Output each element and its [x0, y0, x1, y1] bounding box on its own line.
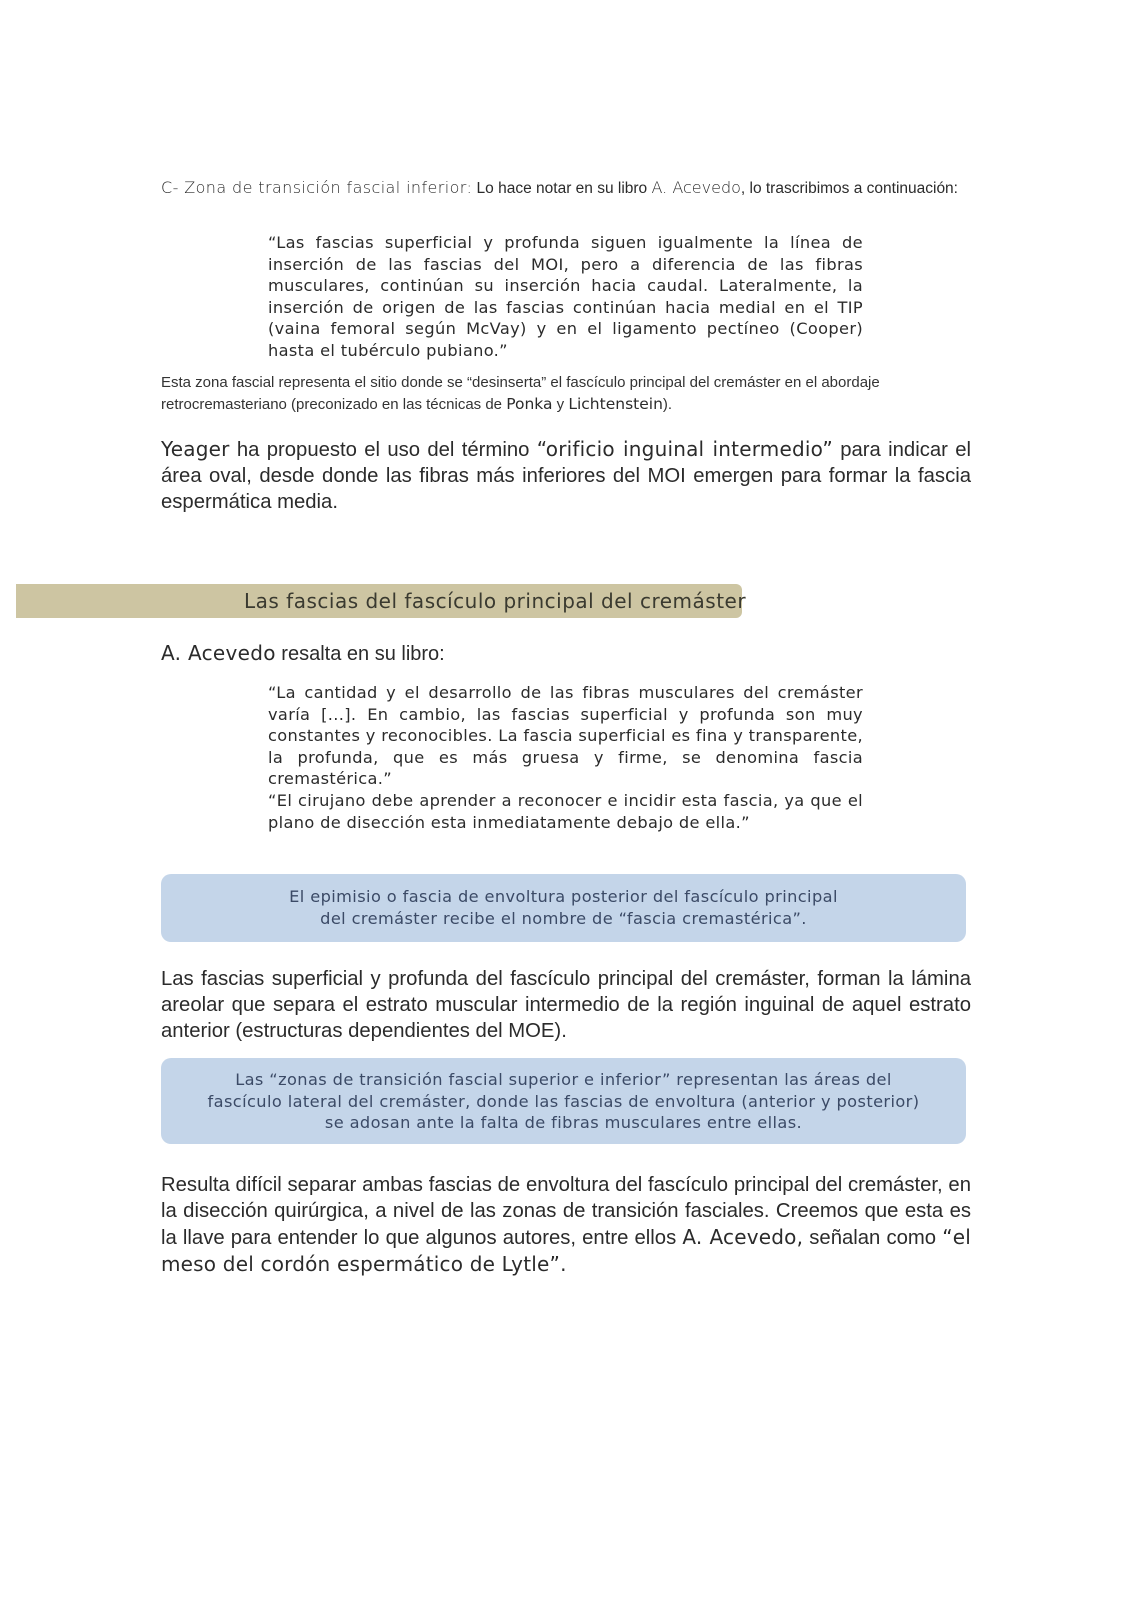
acevedo-intro-text: resalta en su libro: [275, 643, 445, 665]
callout-epimisio-line-1: El epimisio o fascia de envoltura posterior del fascículo principal [289, 887, 838, 906]
callout-epimisio-line-2: del cremáster recibe el nombre de “fascia cremastérica”. [320, 908, 807, 928]
quote-cremaster [268, 682, 863, 833]
acevedo-intro-name: A. Acevedo [161, 641, 276, 665]
quote-cremaster-paragraph-1: “La cantidad y el desarrollo de las fibras musculares del cremáster varía [...]. En cambio, las fascias superficial y profunda son muy constantes y reconocibles. La fascia superficial es fina y transparente, la profunda, que es más gruesa y firme, se denomina fascia cremastérica.” [268, 683, 863, 789]
note-name-lichtenstein: Lichtenstein [568, 394, 663, 413]
yeager-text-before: ha propuesto el uso del término [229, 439, 537, 461]
quote-cremaster-paragraph-2: “El cirujano debe aprender a reconocer e incidir esta fascia, ya que el plano de disección esta inmediatamente debajo de ella.” [268, 790, 863, 832]
yeager-term: “orificio inguinal intermedio” [536, 437, 833, 461]
resulta-paragraph [161, 1172, 971, 1278]
section-c-author-name: A. Acevedo [651, 178, 741, 197]
note-joiner: y [552, 395, 569, 413]
callout-zonas-line-1: Las “zonas de transición fascial superior e inferior” representan las áreas del [235, 1070, 892, 1089]
callout-epimisio [161, 874, 966, 942]
note-text-before: Esta zona fascial representa el sitio donde se “desinserta” el fascículo principal del cremáster en el abordaje retrocremasteriano (preconizado en las técnicas de [161, 374, 880, 413]
resulta-text-middle: señalan como [803, 1227, 943, 1249]
resulta-text-before: Resulta difícil separar ambas fascias de envoltura del fascículo principal del cremáster, en la disección quirúrgica, a nivel de las zonas de transición fasciales. Creemos que esta es la llave para entender lo que algunos autores, entre ellos [161, 1174, 971, 1249]
section-heading-title: Las fascias del fascículo principal del cremáster [244, 589, 747, 613]
section-c-lead: C- Zona de transición fascial inferior: [161, 178, 473, 197]
note-text-after: ). [662, 395, 673, 413]
acevedo-intro-paragraph [161, 640, 971, 667]
callout-zonas-transicion [161, 1058, 966, 1144]
resulta-author-name: A. Acevedo, [682, 1225, 804, 1249]
quote-fascias-insercion: “Las fascias superficial y profunda siguen igualmente la línea de inserción de las fascias del MOI, pero a diferencia de las fibras musculares, continúan su inserción hacia caudal. Lateralmente, la inserción de origen de las fascias continúan hacia medial en el TIP (vaina femoral según McVay) y en el ligamento pectíneo (Cooper) hasta el tubérculo pubiano.” [268, 233, 863, 360]
section-heading-bar [16, 584, 747, 618]
note-paragraph [161, 373, 971, 415]
note-name-ponka: Ponka [506, 394, 553, 413]
section-c-paragraph [161, 177, 971, 199]
section-c-text-after: , lo trascribimos a continuación: [740, 180, 958, 197]
fascias-paragraph: Las fascias superficial y profunda del fascículo principal del cremáster, forman la lámina areolar que separa el estrato muscular intermedio de la región inguinal de aquel estrato anterior (estructuras dependientes del MOE). [161, 968, 971, 1042]
callout-zonas-line-2: fascículo lateral del cremáster, donde las fascias de envoltura (anterior y posterior) [207, 1091, 920, 1111]
yeager-paragraph [161, 436, 971, 515]
resulta-term: “el meso del cordón espermático de Lytle”. [161, 1225, 972, 1276]
callout-zonas-line-3: se adosan ante la falta de fibras musculares entre ellas. [324, 1113, 803, 1133]
yeager-name: Yeager [161, 437, 230, 461]
section-c-text-before: Lo hace notar en su libro [472, 180, 652, 197]
yeager-text-after: para indicar el área oval, desde donde las fibras más inferiores del MOI emergen para formar la fascia espermática media. [161, 439, 971, 513]
